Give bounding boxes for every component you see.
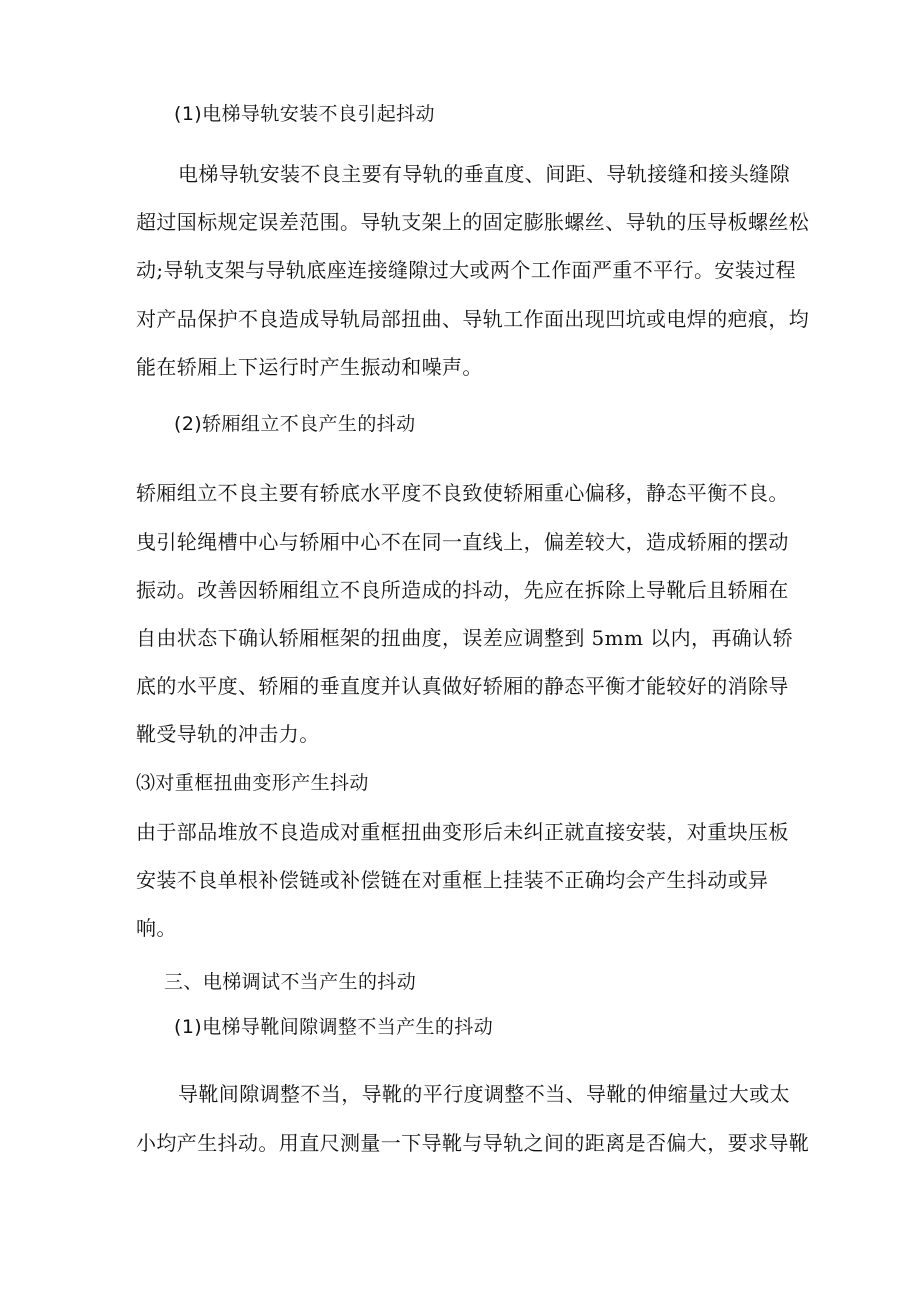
section-heading-5: (1)电梯导靴间隙调整不当产生的抖动	[174, 1016, 494, 1038]
paragraph-3-line-2: 安装不良单根补偿链或补偿链在对重框上挂装不正确均会产生抖动或异	[136, 868, 769, 892]
paragraph-4-line-2: 小均产生抖动。用直尺测量一下导靴与导轨之间的距离是否偏大，要求导靴	[136, 1131, 810, 1155]
paragraph-1-line-1: 电梯导轨安装不良主要有导轨的垂直度、间距、导轨接缝和接头缝隙	[178, 162, 790, 186]
section-heading-4: 三、电梯调试不当产生的抖动	[164, 971, 417, 993]
section-heading-2: (2)轿厢组立不良产生的抖动	[174, 413, 416, 435]
paragraph-1-line-5: 能在轿厢上下运行时产生振动和噪声。	[136, 355, 483, 379]
paragraph-3-line-3: 响。	[136, 916, 177, 940]
paragraph-2-line-3: 振动。改善因轿厢组立不良所造成的抖动，先应在拆除上导靴后且轿厢在	[136, 578, 789, 602]
section-heading-1: (1)电梯导轨安装不良引起抖动	[174, 103, 435, 125]
paragraph-2-line-2: 曳引轮绳槽中心与轿厢中心不在同一直线上，偏差较大，造成轿厢的摆动	[136, 530, 789, 554]
paragraph-2-line-6: 靴受导轨的冲击力。	[136, 722, 320, 746]
section-heading-3: ⑶对重框扭曲变形产生抖动	[136, 772, 369, 794]
paragraph-1-line-4: 对产品保护不良造成导轨局部扭曲、导轨工作面出现凹坑或电焊的疤痕，均	[136, 307, 810, 331]
paragraph-1-line-2: 超过国标规定误差范围。导轨支架上的固定膨胀螺丝、导轨的压导板螺丝松	[136, 210, 810, 234]
paragraph-2-line-4: 自由状态下确认轿厢框架的扭曲度，误差应调整到 5mm 以内，再确认轿	[136, 626, 793, 650]
paragraph-3-line-1: 由于部品堆放不良造成对重框扭曲变形后未纠正就直接安装，对重块压板	[136, 820, 789, 844]
paragraph-2-line-1: 轿厢组立不良主要有轿底水平度不良致使轿厢重心偏移，静态平衡不良。	[136, 481, 789, 505]
paragraph-4-line-1: 导靴间隙调整不当，导靴的平行度调整不当、导靴的伸缩量过大或太	[178, 1082, 790, 1106]
paragraph-2-line-5: 底的水平度、轿厢的垂直度并认真做好轿厢的静态平衡才能较好的消除导	[136, 674, 789, 698]
paragraph-1-line-3: 动;导轨支架与导轨底座连接缝隙过大或两个工作面严重不平行。安装过程	[136, 258, 796, 282]
